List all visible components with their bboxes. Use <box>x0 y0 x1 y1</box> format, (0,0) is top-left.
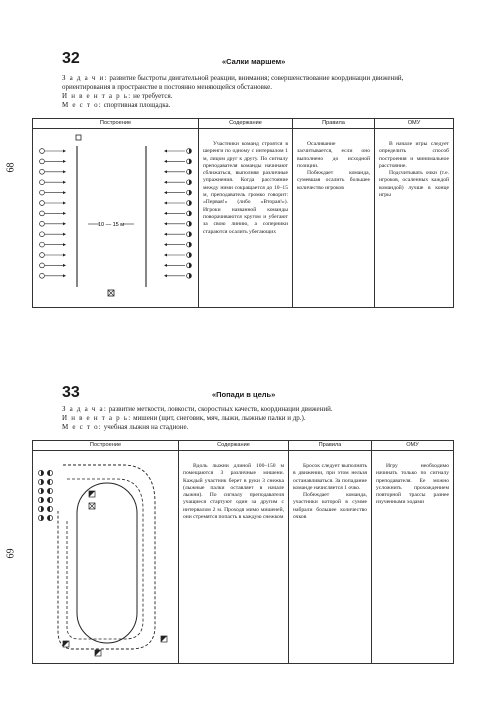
player-right <box>187 211 192 216</box>
header-formation: Построение <box>33 119 199 129</box>
player-left <box>40 242 45 247</box>
inventory-text: мишени (щит, снеговик, мяч, лыжи, лыжные палки и др.). <box>133 414 306 422</box>
content-cell <box>179 451 289 664</box>
task-label: З а д а ч и: <box>62 74 108 82</box>
player-right <box>187 263 192 268</box>
header-omu: ОМУ <box>375 119 454 129</box>
exercise-meta <box>62 74 452 110</box>
omu-cell <box>372 451 454 664</box>
skier <box>38 497 43 502</box>
task-text: развитие быстроты двигательной реакции, внимания; совершенствование координации движений, ориентирования в пространстве в постоянно меняющейся обстановке. <box>62 74 404 91</box>
header-rules: Правила <box>293 119 375 129</box>
player-right <box>187 221 192 226</box>
arrow-head <box>164 264 167 267</box>
exercise-table <box>32 118 454 308</box>
arrow-head <box>164 243 167 246</box>
arrow-head <box>63 181 66 184</box>
arrow-head <box>63 243 66 246</box>
arrow-head <box>63 274 66 277</box>
place-text: спортивная площадка. <box>103 101 171 109</box>
skier <box>47 497 52 502</box>
distance-label: 10 — 15 м <box>97 222 125 228</box>
arrow-head <box>63 264 66 267</box>
player-left <box>40 211 45 216</box>
start-flag <box>89 503 95 509</box>
track-route-outer <box>58 465 155 649</box>
header-formation: Построение <box>33 441 179 451</box>
inventory-label: И н в е н т а р ь: <box>62 414 132 422</box>
start-players <box>38 470 52 520</box>
task-label: З а д а ч а: <box>62 405 108 413</box>
content-text: Вдоль лыжни длиной 100–150 м помещаются 3 различные мишени. Каждый участник берет в руки 3 снежка (лыжные палки оставляет в начале лыжни). По сигналу преподавателя учащиеся стартуют один за другим с интервалом 2 м. Проходя мимо мишеней, они стремятся попасть в каждую снежком <box>183 463 284 521</box>
player-left <box>40 159 45 164</box>
arrow-head <box>164 181 167 184</box>
arrow-head <box>63 202 66 205</box>
arrow-head <box>63 212 66 215</box>
player-right <box>187 273 192 278</box>
player-left <box>40 190 45 195</box>
skier <box>38 515 43 520</box>
exercise-number: 33 <box>62 384 80 401</box>
player-left <box>40 201 45 206</box>
player-left <box>40 180 45 185</box>
rules-text: Побеждает команда, участники которой в сумме набрали большее количество очков <box>293 492 367 521</box>
skier <box>47 479 52 484</box>
arrow-head <box>164 160 167 163</box>
rules-cell <box>293 129 375 308</box>
arrow-head <box>63 222 66 225</box>
arrow-head <box>164 170 167 173</box>
arrow-head <box>164 222 167 225</box>
arrow-head <box>164 202 167 205</box>
rules-text: Побеждает команда, сумевшая осалить большее количество игроков <box>297 170 370 191</box>
skier <box>38 470 43 475</box>
content-cell <box>199 129 293 308</box>
omu-text: Игру необходимо начинать только по сигналу преподавателя. Ее можно усложнить прохождением повторной трассы разнее изученными ходами <box>376 463 449 506</box>
exercise-number: 32 <box>62 50 80 67</box>
arrow-head <box>164 254 167 257</box>
arrow-head <box>63 150 66 153</box>
omu-text: В начале игры следует определить способ построения и минимальное расстояние. <box>379 141 449 169</box>
place-text: учебная лыжня на стадионе. <box>103 423 189 431</box>
skier <box>47 506 52 511</box>
content-text: Участники команд строятся в шеренги по одному с интервалом 1 м, лицом друг к другу. По сигналу преподавателя команды начинают сближаться, выполняя различные упражнения. Когда расстояние между ними сокращается до 10–15 м, преподаватель громко говорит: «Первая!» (либо «Вторая!»). Игроки названной команды поворачиваются кругом и убегают за свою линию, а соперники стараются осалить убегающих <box>203 141 288 235</box>
player-right <box>187 190 192 195</box>
arrow-head <box>63 170 66 173</box>
task-text: развитие меткости, ловкости, скоростных качеств, координации движений. <box>108 405 333 413</box>
player-right <box>187 159 192 164</box>
player-left <box>40 273 45 278</box>
rules-text: Бросок следует выполнять в движении, при этом нельзя останавливаться. За попадание команде начисляется 1 очко. <box>293 463 367 491</box>
ski-track-diagram <box>33 451 179 663</box>
player-right <box>187 149 192 154</box>
right-team <box>164 149 191 279</box>
exercise-meta <box>62 405 452 432</box>
arrow-head <box>164 191 167 194</box>
arrow-head <box>164 274 167 277</box>
inventory-label: И н в е н т а р ь: <box>62 92 132 100</box>
formation-cell <box>33 129 199 308</box>
skier <box>47 470 52 475</box>
place-label: М е с т о: <box>62 101 102 109</box>
omu-text: Подсчитывать очки (т.е. игроков, осаленных каждой командой) лучше в конце игры <box>379 170 449 199</box>
skier <box>38 506 43 511</box>
header-omu: ОМУ <box>372 441 454 451</box>
player-right <box>187 242 192 247</box>
skier <box>38 488 43 493</box>
rules-cell <box>289 451 372 664</box>
player-right <box>187 232 192 237</box>
exercise-table <box>32 440 454 664</box>
arrow-head <box>63 160 66 163</box>
target-4 <box>63 641 69 647</box>
player-right <box>187 180 192 185</box>
arrow-head <box>164 233 167 236</box>
header-rules: Правила <box>289 441 372 451</box>
skier <box>47 488 52 493</box>
header-content: Содержание <box>199 119 293 129</box>
arrow-head <box>63 254 66 257</box>
player-left <box>40 263 45 268</box>
arrow-head <box>63 233 66 236</box>
formation-cell <box>33 451 179 664</box>
target-3 <box>161 636 167 642</box>
page-number-bottom: 69 <box>5 548 17 559</box>
player-left <box>40 232 45 237</box>
player-right <box>187 253 192 258</box>
header-content: Содержание <box>179 441 289 451</box>
arrow-head <box>164 150 167 153</box>
player-left <box>40 149 45 154</box>
arrow-head <box>164 212 167 215</box>
place-label: М е с т о: <box>62 423 102 431</box>
omu-cell <box>375 129 454 308</box>
player-left <box>40 221 45 226</box>
left-team <box>40 149 66 279</box>
player-right <box>187 201 192 206</box>
track-inner <box>77 483 137 643</box>
rules-text: Осаливание засчитывается, если оно выполнено до исходной позиции. <box>297 141 370 169</box>
target-1 <box>89 491 95 497</box>
teacher-marker <box>76 135 81 140</box>
skier <box>47 515 52 520</box>
player-left <box>40 169 45 174</box>
skier <box>38 479 43 484</box>
formation-diagram <box>33 129 199 307</box>
player-right <box>187 169 192 174</box>
player-left <box>40 253 45 258</box>
exercise-title: «Попади в цель» <box>212 390 276 399</box>
inventory-text: не требуется. <box>133 92 173 100</box>
exercise-title: «Салки маршем» <box>222 57 286 66</box>
target-2 <box>95 650 101 656</box>
page-number-top: 68 <box>5 162 17 173</box>
arrow-head <box>63 191 66 194</box>
